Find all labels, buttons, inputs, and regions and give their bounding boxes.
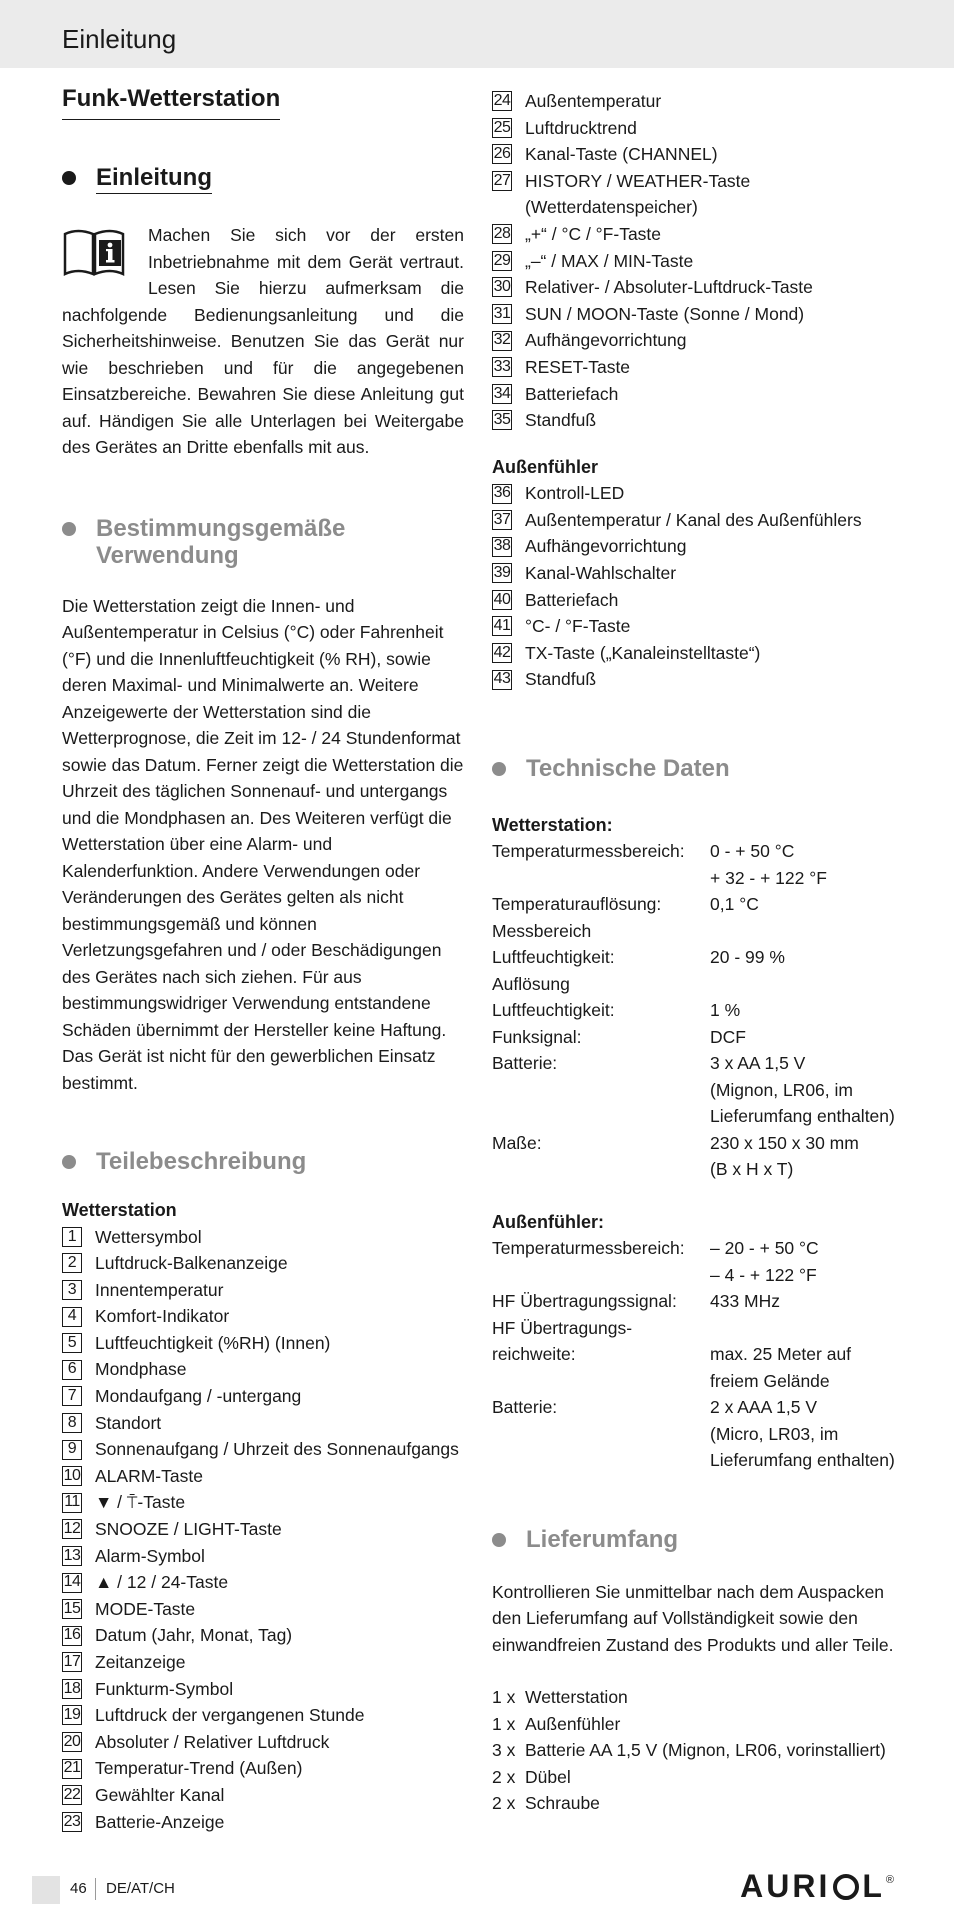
part-label: Batteriefach bbox=[525, 383, 619, 404]
part-label: SUN / MOON-Taste (Sonne / Mond) bbox=[525, 303, 805, 324]
part-number-box: 14 bbox=[62, 1573, 82, 1593]
scope-qty: 2 x bbox=[492, 1766, 516, 1787]
part-label: Luftdruck der vergangenen Stunde bbox=[95, 1705, 365, 1726]
region-code: DE/AT/CH bbox=[106, 1880, 175, 1897]
part-label: HISTORY / WEATHER-Taste bbox=[525, 170, 751, 191]
part-label: Außentemperatur / Kanal des Außenfühlers bbox=[525, 509, 862, 530]
page-number: 46 bbox=[70, 1880, 87, 1897]
bullet-icon bbox=[492, 1533, 506, 1547]
logo-text-b: L bbox=[862, 1868, 885, 1904]
scope-item bbox=[492, 1764, 902, 1791]
spec-key: HF Übertragungssignal: bbox=[492, 1291, 677, 1312]
tech-sensor-title: Außenfühler: bbox=[492, 1211, 604, 1232]
parts-list-sensor bbox=[492, 480, 902, 693]
parts-sensor-title: Außenfühler bbox=[492, 456, 598, 477]
spec-key: Batterie: bbox=[492, 1053, 558, 1074]
part-number-box: 27 bbox=[492, 171, 512, 191]
bullet-icon bbox=[492, 762, 506, 776]
right-column bbox=[492, 88, 902, 1817]
spec-value: DCF bbox=[710, 1026, 746, 1047]
spec-value: 230 x 150 x 30 mm bbox=[710, 1132, 859, 1153]
spec-value: 1 % bbox=[710, 1000, 741, 1021]
part-item bbox=[62, 1596, 464, 1623]
part-item bbox=[62, 1809, 464, 1836]
scope-item bbox=[492, 1684, 902, 1711]
scope-label: Dübel bbox=[525, 1766, 571, 1787]
info-manual-icon bbox=[62, 226, 126, 278]
spec-value: (Micro, LR03, im bbox=[710, 1423, 839, 1444]
scope-qty: 3 x bbox=[492, 1740, 516, 1761]
part-number-box: 10 bbox=[62, 1466, 82, 1486]
spec-key bbox=[492, 1156, 710, 1183]
logo-text-a: AURI bbox=[740, 1868, 831, 1904]
part-item bbox=[62, 1330, 464, 1357]
part-number-box: 33 bbox=[492, 357, 512, 377]
part-item bbox=[62, 1436, 464, 1463]
part-label: Komfort-Indikator bbox=[95, 1306, 230, 1327]
part-label: Batterie-Anzeige bbox=[95, 1811, 225, 1832]
part-number-box: 25 bbox=[492, 118, 512, 138]
part-label: Außentemperatur bbox=[525, 91, 662, 111]
part-label: Gewählter Kanal bbox=[95, 1784, 225, 1805]
part-number-box: 43 bbox=[492, 670, 512, 690]
scope-item bbox=[492, 1737, 902, 1764]
parts-list-station-continued bbox=[492, 88, 902, 434]
part-number-box: 39 bbox=[492, 563, 512, 583]
part-item-continued bbox=[492, 194, 902, 221]
scope-qty: 2 x bbox=[492, 1793, 516, 1814]
part-label: Relativer- / Absoluter-Luftdruck-Taste bbox=[525, 277, 813, 298]
tech-station-title: Wetterstation: bbox=[492, 814, 613, 835]
part-item bbox=[62, 1702, 464, 1729]
part-item bbox=[62, 1383, 464, 1410]
part-label: ▲ / 12 / 24-Taste bbox=[95, 1572, 229, 1593]
part-number-box: 19 bbox=[62, 1705, 82, 1725]
part-item bbox=[492, 141, 902, 168]
part-number-box: 9 bbox=[62, 1440, 82, 1460]
part-label: Zeitanzeige bbox=[95, 1652, 186, 1672]
spec-value: freiem Gelände bbox=[710, 1370, 830, 1391]
part-number-box: 1 bbox=[62, 1227, 82, 1247]
part-label: Kanal-Wahlschalter bbox=[525, 563, 677, 583]
part-item bbox=[492, 327, 902, 354]
part-number-box: 42 bbox=[492, 643, 512, 663]
spec-key bbox=[492, 1421, 710, 1448]
section-heading-intended-use bbox=[62, 515, 464, 569]
part-item bbox=[62, 1277, 464, 1304]
part-item bbox=[492, 274, 902, 301]
spec-key: Maße: bbox=[492, 1132, 542, 1153]
part-number-box: 21 bbox=[62, 1759, 82, 1779]
spec-key bbox=[492, 1103, 710, 1130]
part-label: Aufhängevorrichtung bbox=[525, 330, 687, 351]
part-item bbox=[492, 115, 902, 142]
spec-key bbox=[492, 1447, 710, 1474]
part-label: Temperatur-Trend (Außen) bbox=[95, 1758, 303, 1779]
part-number-box: 24 bbox=[492, 91, 512, 111]
section-heading-text: Einleitung bbox=[96, 164, 212, 194]
tech-sensor-table bbox=[492, 1235, 902, 1474]
part-label: Luftfeuchtigkeit (%RH) (Innen) bbox=[95, 1332, 331, 1353]
part-number-box: 4 bbox=[62, 1307, 82, 1327]
part-item bbox=[62, 1356, 464, 1383]
part-label: Alarm-Symbol bbox=[95, 1545, 205, 1566]
part-item bbox=[492, 666, 902, 693]
part-label: Datum (Jahr, Monat, Tag) bbox=[95, 1625, 293, 1646]
part-label-continued: (Wetterdatenspeicher) bbox=[525, 197, 698, 218]
logo-o-icon bbox=[833, 1874, 859, 1900]
part-item bbox=[62, 1622, 464, 1649]
part-item bbox=[62, 1729, 464, 1756]
part-label: Standfuß bbox=[525, 410, 597, 431]
part-item bbox=[62, 1224, 464, 1251]
part-label: Wettersymbol bbox=[95, 1226, 202, 1247]
part-item bbox=[492, 480, 902, 507]
part-label: SNOOZE / LIGHT-Taste bbox=[95, 1519, 282, 1540]
part-number-box: 36 bbox=[492, 484, 512, 504]
part-number-box: 38 bbox=[492, 537, 512, 557]
part-label: Luftdrucktrend bbox=[525, 117, 637, 138]
part-item bbox=[492, 301, 902, 328]
scope-qty: 1 x bbox=[492, 1713, 516, 1734]
section-heading-intro bbox=[62, 164, 464, 194]
part-label: „+“ / °C / °F-Taste bbox=[525, 223, 662, 244]
spec-key: reichweite: bbox=[492, 1344, 576, 1365]
section-heading-tech bbox=[492, 755, 902, 782]
scope-qty: 1 x bbox=[492, 1687, 516, 1708]
part-label: ▼ / ⍑-Taste bbox=[95, 1492, 186, 1513]
part-item bbox=[62, 1755, 464, 1782]
part-number-box: 35 bbox=[492, 410, 512, 430]
part-number-box: 34 bbox=[492, 384, 512, 404]
part-label: ALARM-Taste bbox=[95, 1465, 203, 1486]
spec-value: + 32 - + 122 °F bbox=[710, 867, 827, 888]
part-number-box: 13 bbox=[62, 1546, 82, 1566]
scope-label: Schraube bbox=[525, 1793, 600, 1814]
bullet-icon bbox=[62, 1155, 76, 1169]
spec-key: Messbereich bbox=[492, 920, 592, 941]
part-number-box: 16 bbox=[62, 1626, 82, 1646]
spec-value bbox=[710, 971, 902, 998]
part-label: Mondphase bbox=[95, 1359, 187, 1380]
part-item bbox=[62, 1569, 464, 1596]
scope-item bbox=[492, 1711, 902, 1738]
part-number-box: 30 bbox=[492, 277, 512, 297]
intro-block bbox=[62, 222, 464, 461]
logo-registered-mark: ® bbox=[885, 1874, 894, 1886]
part-item bbox=[492, 381, 902, 408]
part-label: Kontroll-LED bbox=[525, 483, 625, 504]
part-number-box: 5 bbox=[62, 1333, 82, 1353]
spec-value: (Mignon, LR06, im bbox=[710, 1079, 853, 1100]
part-number-box: 3 bbox=[62, 1280, 82, 1300]
scope-list bbox=[492, 1684, 902, 1817]
spec-value: max. 25 Meter auf bbox=[710, 1344, 852, 1365]
spec-value: 0 - + 50 °C bbox=[710, 841, 795, 862]
part-item bbox=[62, 1543, 464, 1570]
footer-divider bbox=[95, 1878, 96, 1900]
part-number-box: 7 bbox=[62, 1386, 82, 1406]
footer-marker bbox=[32, 1876, 60, 1904]
part-label: Sonnenaufgang / Uhrzeit des Sonnenaufgangs bbox=[95, 1439, 459, 1460]
spec-key: Temperaturmessbereich: bbox=[492, 841, 685, 862]
part-number-box: 22 bbox=[62, 1785, 82, 1805]
part-number-box: 15 bbox=[62, 1599, 82, 1619]
part-label: TX-Taste („Kanaleinstelltaste“) bbox=[525, 642, 761, 663]
part-number-box: 6 bbox=[62, 1360, 82, 1380]
spec-value: 2 x AAA 1,5 V bbox=[710, 1397, 818, 1418]
part-label: Standfuß bbox=[525, 669, 597, 690]
part-label: Kanal-Taste (CHANNEL) bbox=[525, 144, 718, 165]
scope-label: Batterie AA 1,5 V (Mignon, LR06, vorinstalliert) bbox=[525, 1740, 886, 1761]
part-number-box: 17 bbox=[62, 1652, 82, 1672]
part-item bbox=[62, 1303, 464, 1330]
tech-station-table bbox=[492, 838, 902, 1183]
part-label: Funkturm-Symbol bbox=[95, 1678, 234, 1699]
part-item bbox=[62, 1250, 464, 1277]
part-label: Standort bbox=[95, 1412, 162, 1433]
scope-label: Außenfühler bbox=[525, 1713, 621, 1734]
spec-key: HF Übertragungs- bbox=[492, 1317, 633, 1338]
part-item bbox=[492, 613, 902, 640]
part-item bbox=[492, 221, 902, 248]
spec-key: Temperaturauflösung: bbox=[492, 894, 662, 915]
part-number-box: 41 bbox=[492, 616, 512, 636]
part-label: Absoluter / Relativer Luftdruck bbox=[95, 1731, 330, 1752]
parts-station-title: Wetterstation bbox=[62, 1200, 177, 1220]
spec-key: Funksignal: bbox=[492, 1026, 582, 1047]
part-number-box: 23 bbox=[62, 1812, 82, 1832]
part-label: Luftdruck-Balkenanzeige bbox=[95, 1253, 288, 1274]
part-number-box: 12 bbox=[62, 1519, 82, 1539]
section-heading-text: Bestimmungsgemäße Verwendung bbox=[96, 514, 346, 569]
spec-key: Luftfeuchtigkeit: bbox=[492, 947, 615, 968]
part-number-box: 32 bbox=[492, 331, 512, 351]
part-label: Aufhängevorrichtung bbox=[525, 536, 687, 557]
spec-key bbox=[492, 1077, 710, 1104]
spec-key: Auflösung bbox=[492, 973, 570, 994]
part-item bbox=[492, 533, 902, 560]
part-item bbox=[492, 354, 902, 381]
part-number-box: 18 bbox=[62, 1679, 82, 1699]
spec-key: Batterie: bbox=[492, 1397, 558, 1418]
section-heading-text: Lieferumfang bbox=[526, 1525, 679, 1553]
part-item bbox=[492, 560, 902, 587]
part-label: Batteriefach bbox=[525, 589, 619, 610]
part-item bbox=[492, 248, 902, 275]
part-label: Mondaufgang / -untergang bbox=[95, 1386, 302, 1407]
intro-text: Machen Sie sich vor der ersten Inbetriebnahme mit dem Gerät vertraut. Lesen Sie hierzu aufmerksam die nachfolgende Bedienungsanleitung und die Sicherheitshinweise. Benutzen Sie das Gerät nur wie beschrieben und für die angegebenen Einsatzbereiche. Bewahren Sie diese Anleitung gut auf. Händigen Sie alle Unterlagen bei Weitergabe des Gerätes an Dritte ebenfalls mit aus. bbox=[62, 225, 464, 457]
spec-value: – 20 - + 50 °C bbox=[710, 1238, 819, 1259]
spec-key: Temperaturmessbereich: bbox=[492, 1238, 685, 1259]
spec-value: 3 x AA 1,5 V bbox=[710, 1053, 806, 1074]
parts-list-station bbox=[62, 1224, 464, 1836]
part-number-box: 37 bbox=[492, 510, 512, 530]
part-number-box: 28 bbox=[492, 224, 512, 244]
spec-key bbox=[492, 1368, 710, 1395]
section-heading-parts bbox=[62, 1148, 464, 1175]
scope-label: Wetterstation bbox=[525, 1687, 628, 1708]
part-item bbox=[62, 1410, 464, 1437]
part-item bbox=[492, 407, 902, 434]
spec-value: 20 - 99 % bbox=[710, 947, 785, 968]
part-number-box: 40 bbox=[492, 590, 512, 610]
scope-item bbox=[492, 1790, 902, 1817]
section-heading-text: Teilebeschreibung bbox=[96, 1148, 307, 1175]
spec-value: Lieferumfang enthalten) bbox=[710, 1106, 895, 1127]
intended-use-text: Die Wetterstation zeigt die Innen- und Außentemperatur in Celsius (°C) oder Fahrenheit (°F) und die Innenluftfeuchtigkeit (% RH), sowie deren Maximal- und Minimalwerte an. Weitere Anzeigewerte der Wetterstation sind die Wetterprognose, die Zeit im 12- / 24 Stundenformat sowie das Datum. Ferner zeigt die Wetterstation die Uhrzeit des täglichen Sonnenauf- und untergangs und die Mondphasen an. Des Weiteren verfügt die Wetterstation über eine Alarm- und Kalenderfunktion. Andere Verwendungen oder Veränderungen des Gerätes gelten als nicht bestimmungsgemäß und können Verletzungsgefahren und / oder Beschädigungen des Gerätes nach sich ziehen. Für aus bestimmungswidriger Verwendung entstandene Schäden übernimmt der Hersteller keine Haftung. Das Gerät ist nicht für den gewerblichen Einsatz bestimmt. bbox=[62, 595, 464, 1093]
scope-text: Kontrollieren Sie unmittelbar nach dem Auspacken den Lieferumfang auf Vollständigkeit sowie den einwandfreien Zustand des Produkts und aller Teile. bbox=[492, 1581, 894, 1655]
part-label: „–“ / MAX / MIN-Taste bbox=[525, 250, 694, 271]
brand-logo bbox=[740, 1868, 894, 1905]
part-number-box: 2 bbox=[62, 1253, 82, 1273]
part-label: RESET-Taste bbox=[525, 356, 631, 377]
part-number-box: 26 bbox=[492, 144, 512, 164]
part-number-box: 20 bbox=[62, 1732, 82, 1752]
section-heading-text: Technische Daten bbox=[526, 754, 730, 782]
part-item bbox=[62, 1649, 464, 1676]
part-number-box: 11 bbox=[62, 1493, 82, 1513]
bullet-icon bbox=[62, 171, 76, 185]
spec-value: – 4 - + 122 °F bbox=[710, 1264, 817, 1285]
section-heading-scope bbox=[492, 1526, 902, 1553]
part-item bbox=[62, 1489, 464, 1516]
part-item bbox=[62, 1463, 464, 1490]
part-item bbox=[492, 168, 902, 195]
spec-key bbox=[492, 865, 710, 892]
spec-value bbox=[710, 918, 902, 945]
document-title: Funk-Wetterstation bbox=[62, 82, 280, 120]
part-item bbox=[62, 1676, 464, 1703]
spec-value: 0,1 °C bbox=[710, 894, 759, 915]
part-item bbox=[62, 1782, 464, 1809]
spec-value: (B x H x T) bbox=[710, 1159, 794, 1180]
part-label: Innentemperatur bbox=[95, 1279, 224, 1300]
spec-key bbox=[492, 1262, 710, 1289]
spec-value bbox=[710, 1315, 902, 1342]
part-item bbox=[492, 587, 902, 614]
spec-value: Lieferumfang enthalten) bbox=[710, 1450, 895, 1471]
part-item bbox=[492, 507, 902, 534]
part-label: °C- / °F-Taste bbox=[525, 616, 631, 637]
part-label: MODE-Taste bbox=[95, 1598, 196, 1619]
spec-value: 433 MHz bbox=[710, 1291, 781, 1312]
left-column bbox=[62, 82, 464, 1835]
bullet-icon bbox=[62, 522, 76, 536]
part-item bbox=[62, 1516, 464, 1543]
page-header-title: Einleitung bbox=[62, 24, 177, 54]
part-item bbox=[492, 640, 902, 667]
part-number-box: 29 bbox=[492, 251, 512, 271]
part-number-box: 31 bbox=[492, 304, 512, 324]
spec-key: Luftfeuchtigkeit: bbox=[492, 1000, 615, 1021]
part-item bbox=[492, 88, 902, 115]
part-number-box: 8 bbox=[62, 1413, 82, 1433]
